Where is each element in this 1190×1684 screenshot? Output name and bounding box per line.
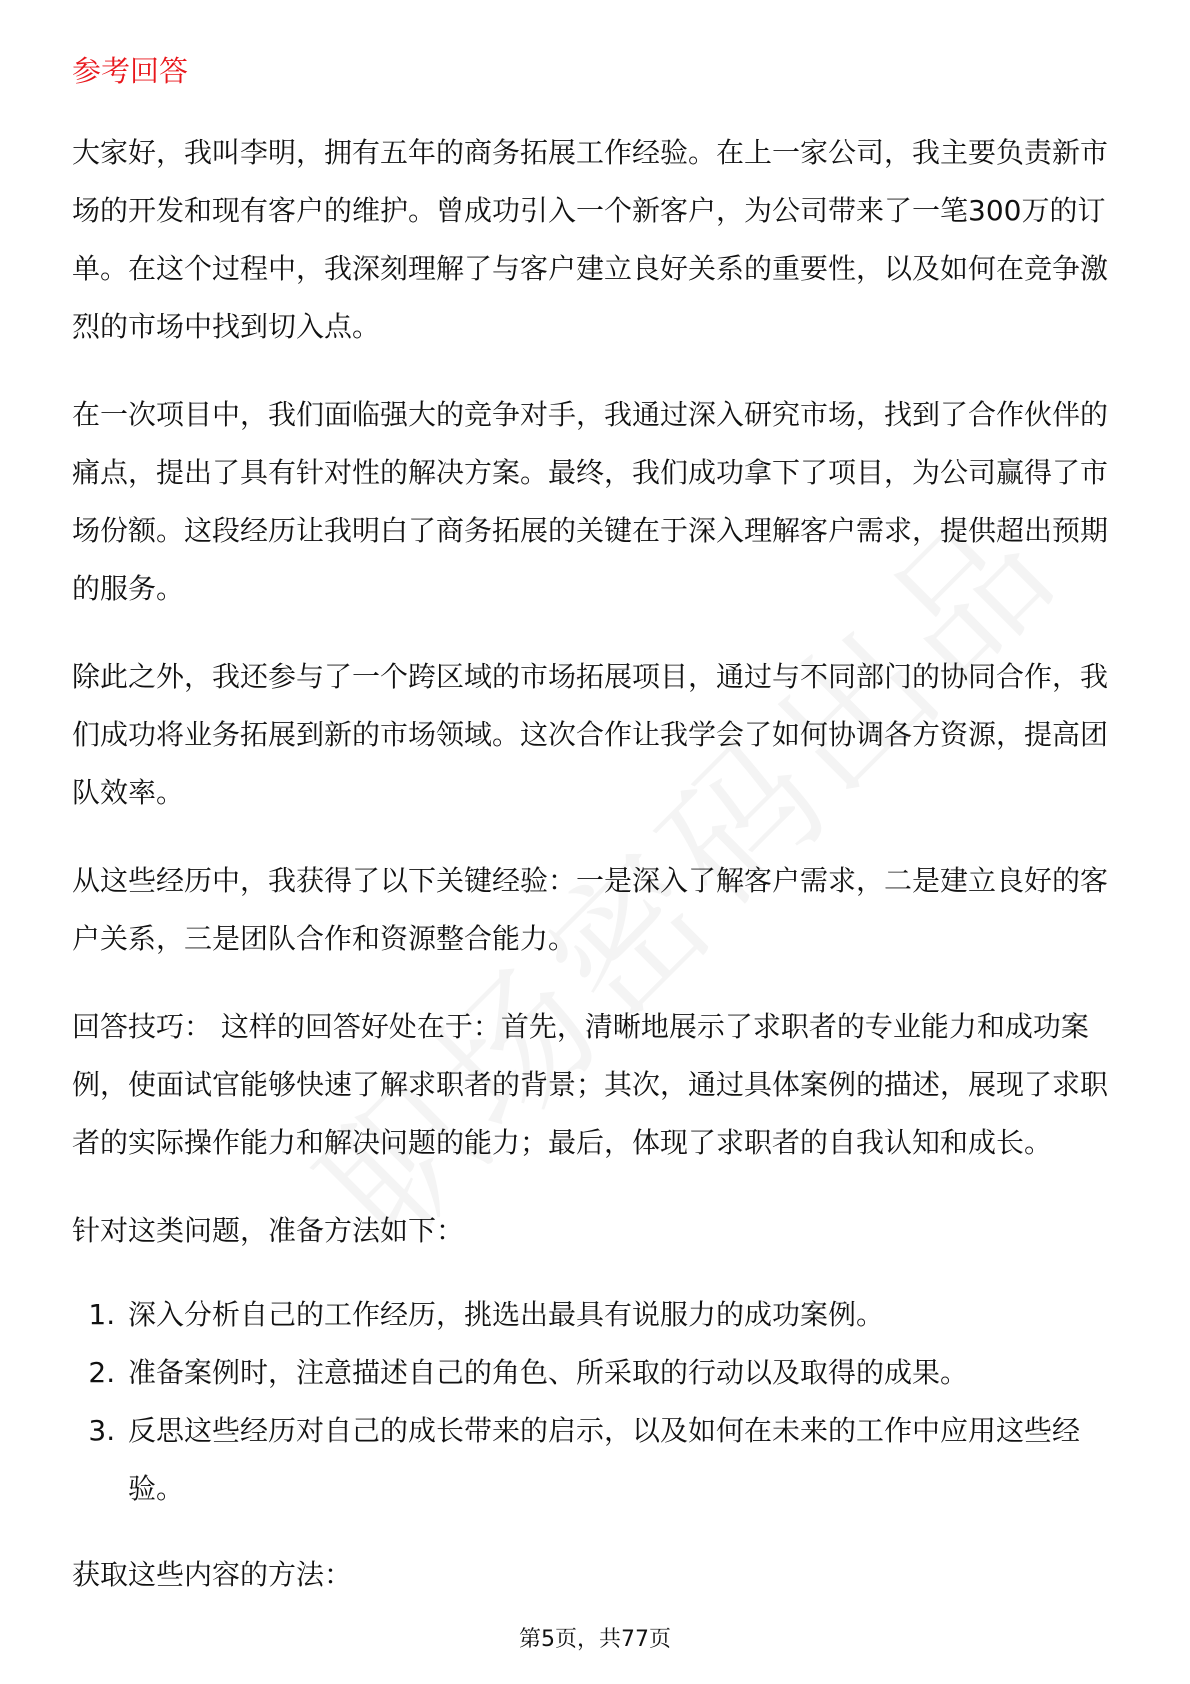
document-body <box>72 48 1120 1634</box>
paragraph: 在一次项目中，我们面临强大的竞争对手，我通过深入研究市场，找到了合作伙伴的痛点，提出了具有针对性的解决方案。最终，我们成功拿下了项目，为公司赢得了市场份额。这段经历让我明白了商务拓展的关键在于深入理解客户需求，提供超出预期的服务。 <box>72 398 1109 605</box>
paragraph: 从这些经历中，我获得了以下关键经验：一是深入了解客户需求，二是建立良好的客户关系，三是团队合作和资源整合能力。 <box>72 864 1109 955</box>
page-number: 第5页，共77页 <box>519 1627 671 1652</box>
paragraph: 除此之外，我还参与了一个跨区域的市场拓展项目，通过与不同部门的协同合作，我们成功将业务拓展到新的市场领域。这次合作让我学会了如何协调各方资源，提高团队效率。 <box>72 660 1109 809</box>
answer-tips-paragraph: 回答技巧： 这样的回答好处在于：首先，清晰地展示了求职者的专业能力和成功案例，使面试官能够快速了解求职者的背景；其次，通过具体案例的描述，展现了求职者的实际操作能力和解决问题的能力；最后，体现了求职者的自我认知和成长。 <box>72 1010 1109 1159</box>
paragraph: 大家好，我叫李明，拥有五年的商务拓展工作经验。在上一家公司，我主要负责新市场的开发和现有客户的维护。曾成功引入一个新客户，为公司带来了一笔300万的订单。在这个过程中，我深刻理解了与客户建立良好关系的重要性，以及如何在竞争激烈的市场中找到切入点。 <box>72 136 1109 343</box>
list-item: 3. 反思这些经历对自己的成长带来的启示，以及如何在未来的工作中应用这些经验。 <box>124 1402 1120 1518</box>
closing-line: 获取这些内容的方法： <box>72 1558 353 1591</box>
preparation-intro: 针对这类问题，准备方法如下： <box>72 1214 465 1247</box>
list-item: 2. 准备案例时，注意描述自己的角色、所采取的行动以及取得的成果。 <box>124 1344 1120 1402</box>
section-heading: 参考回答 <box>72 54 189 88</box>
preparation-list <box>72 1286 1120 1518</box>
list-item: 1. 深入分析自己的工作经历，挑选出最具有说服力的成功案例。 <box>124 1286 1120 1344</box>
